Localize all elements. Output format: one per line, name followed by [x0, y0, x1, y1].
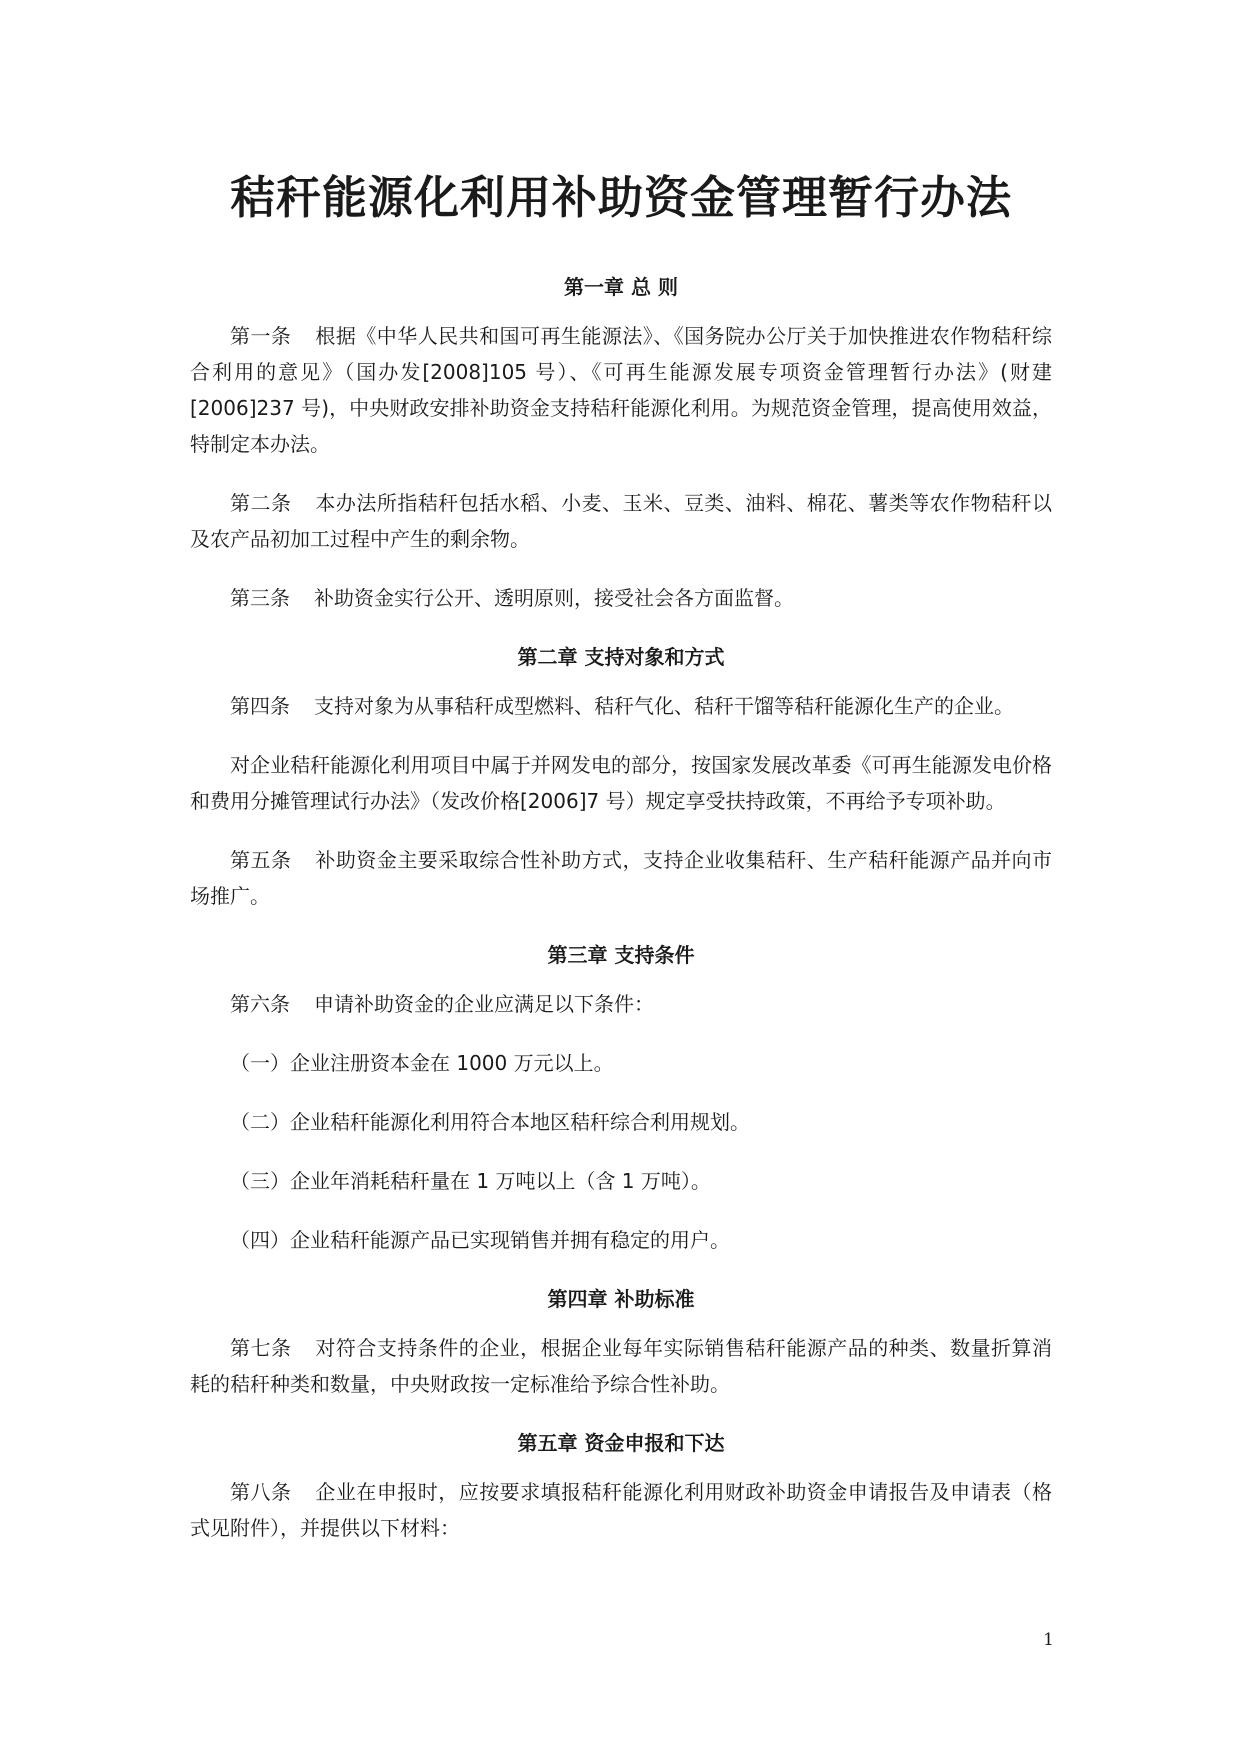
- article-3: [190, 580, 1052, 616]
- article-label: 第一条: [230, 324, 292, 348]
- article-7: [190, 1330, 1052, 1402]
- article-4-paragraph-2: 对企业秸秆能源化利用项目中属于并网发电的部分，按国家发展改革委《可再生能源发电价格和费用分摊管理试行办法》（发改价格[2006]7 号）规定享受扶持政策，不再给予专项补助。: [190, 753, 1052, 813]
- article-text: 申请补助资金的企业应满足以下条件：: [314, 992, 654, 1016]
- condition-item-4: （四）企业秸秆能源产品已实现销售并拥有稳定的用户。: [230, 1228, 730, 1252]
- article-label: 第五条: [230, 848, 292, 872]
- article-5: [190, 842, 1052, 914]
- article-text: 本办法所指秸秆包括水稻、小麦、玉米、豆类、油料、棉花、薯类等农作物秸秆以及农产品初加工过程中产生的剩余物。: [190, 491, 1053, 551]
- article-2: [190, 485, 1052, 557]
- article-label: 第六条: [230, 992, 290, 1016]
- chapter-heading-4: 第四章 补助标准: [547, 1287, 695, 1311]
- condition-item-3: （三）企业年消耗秸秆量在 1 万吨以上（含 1 万吨）。: [230, 1169, 711, 1193]
- article-4: [190, 688, 1052, 724]
- article-text: 补助资金实行公开、透明原则，接受社会各方面监督。: [314, 586, 794, 610]
- article-label: 第二条: [230, 491, 292, 515]
- document-title: 秸秆能源化利用补助资金管理暂行办法: [229, 171, 1012, 224]
- condition-item-1: （一）企业注册资本金在 1000 万元以上。: [230, 1051, 614, 1075]
- article-6: [190, 986, 1052, 1022]
- article-text: 对符合支持条件的企业，根据企业每年实际销售秸秆能源产品的种类、数量折算消耗的秸秆种类和数量，中央财政按一定标准给予综合性补助。: [190, 1336, 1053, 1396]
- chapter-heading-1: 第一章 总 则: [564, 275, 678, 299]
- article-label: 第三条: [230, 586, 290, 610]
- condition-item-2: （二）企业秸秆能源化利用符合本地区秸秆综合利用规划。: [230, 1110, 750, 1134]
- article-1: [190, 318, 1052, 462]
- chapter-heading-5: 第五章 资金申报和下达: [517, 1431, 725, 1455]
- article-8: [190, 1474, 1052, 1546]
- article-text: 补助资金主要采取综合性补助方式，支持企业收集秸秆、生产秸秆能源产品并向市场推广。: [190, 848, 1053, 908]
- article-label: 第八条: [230, 1480, 292, 1504]
- page-number: 1: [1043, 1630, 1054, 1650]
- article-label: 第七条: [230, 1336, 292, 1360]
- document-body: [190, 160, 1052, 1569]
- chapter-heading-3: 第三章 支持条件: [547, 943, 695, 967]
- article-label: 第四条: [230, 694, 290, 718]
- chapter-heading-2: 第二章 支持对象和方式: [517, 645, 725, 669]
- article-text: 企业在申报时，应按要求填报秸秆能源化利用财政补助资金申请报告及申请表（格式见附件），并提供以下材料：: [190, 1480, 1053, 1540]
- article-text: 根据《中华人民共和国可再生能源法》、《国务院办公厅关于加快推进农作物秸秆综合利用的意见》（国办发[2008]105 号）、《可再生能源发展专项资金管理暂行办法》(财建[2006]237 号)，中央财政安排补助资金支持秸秆能源化利用。为规范资金管理，提高使用效益，特制定本办法。: [190, 324, 1053, 456]
- article-text: 支持对象为从事秸秆成型燃料、秸秆气化、秸秆干馏等秸秆能源化生产的企业。: [314, 694, 1014, 718]
